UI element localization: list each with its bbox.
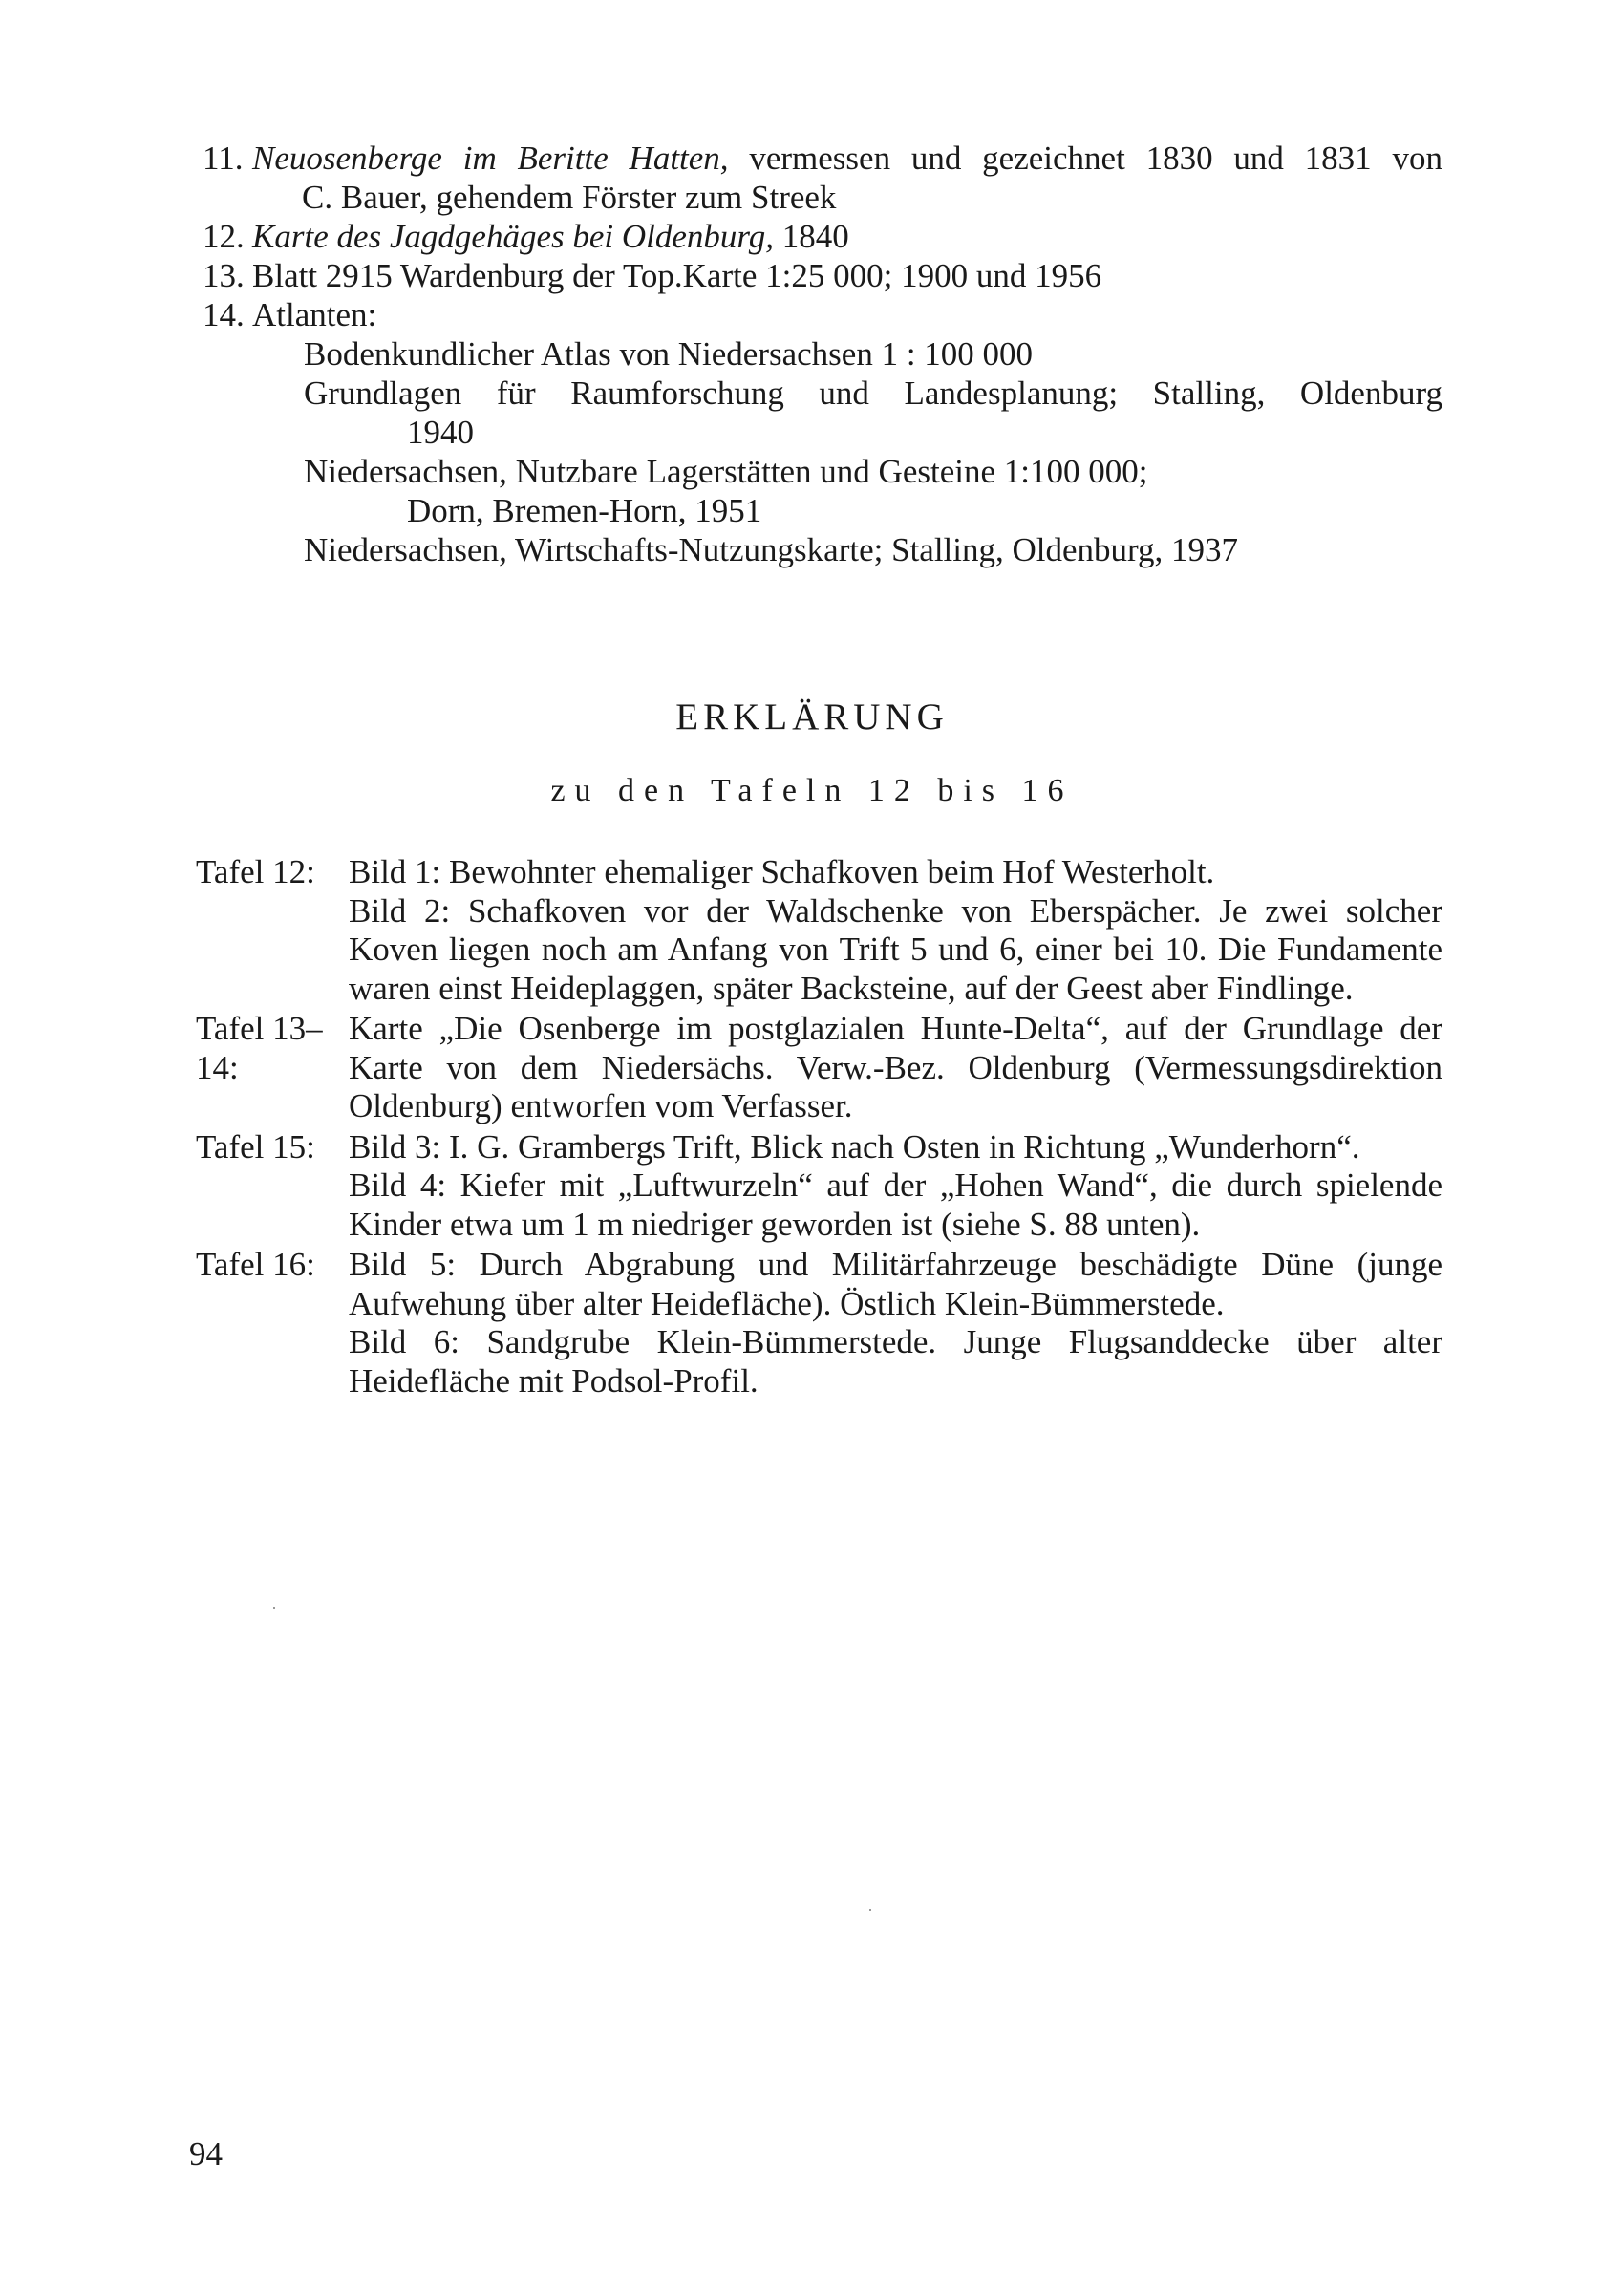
item-number: 14. bbox=[203, 296, 245, 333]
plate-entry bbox=[196, 1010, 1442, 1126]
section-subtitle: zu den Tafeln 12 bis 16 bbox=[550, 773, 1074, 808]
list-item bbox=[203, 217, 1442, 256]
plate-text: Bild 2: Schafkoven vor der Waldschenke von Eberspächer. Je zwei solcher Koven liegen noch am Anfang von Trift 5 und 6, einer bei 10. Die Fundamente waren einst Heideplaggen, später Backsteine, auf der Geest aber Findlinge. bbox=[349, 891, 1442, 1007]
list-item bbox=[203, 295, 1442, 334]
plate-entry bbox=[196, 1246, 1442, 1401]
atlas-entry: Niedersachsen, Nutzbare Lagerstätten und Gesteine 1:100 000; bbox=[304, 453, 1148, 490]
item-number: 11. bbox=[203, 139, 244, 177]
item-continuation: C. Bauer, gehendem Förster zum Streek bbox=[302, 179, 837, 216]
map-title: Karte des Jagdgehäges bei Oldenburg, bbox=[252, 218, 774, 255]
plate-text: Bild 1: Bewohnter ehemaliger Schafkoven beim Hof Westerholt. bbox=[349, 853, 1215, 890]
atlas-continuation: 1940 bbox=[407, 414, 474, 451]
atlas-continuation: Dorn, Bremen-Horn, 1951 bbox=[407, 492, 762, 529]
plate-text: Bild 5: Durch Abgrabung und Militärfahrzeuge beschädigte Düne (junge Aufwehung über alter Heidefläche). Östlich Klein-Bümmerstede. bbox=[349, 1246, 1442, 1322]
source-list bbox=[203, 139, 1442, 569]
scan-speck bbox=[273, 1607, 275, 1609]
item-number: 13. bbox=[203, 257, 245, 294]
atlas-entry: Bodenkundlicher Atlas von Niedersachsen 1 : 100 000 bbox=[304, 335, 1034, 373]
plate-label: Tafel 16: bbox=[196, 1246, 315, 1283]
list-item bbox=[203, 256, 1442, 295]
plate-text: Bild 6: Sandgrube Klein-Bümmerstede. Junge Flugsanddecke über alter Heidefläche mit Podsol-Profil. bbox=[349, 1323, 1442, 1400]
plate-text: Bild 4: Kiefer mit „Luftwurzeln“ auf der „Hohen Wand“, die durch spielende Kinder etwa um 1 m niedriger geworden ist (siehe S. 88 unten). bbox=[349, 1166, 1442, 1243]
plate-text: Karte „Die Osenberge im postglazialen Hunte-Delta“, auf der Grundlage der Karte von dem Niedersächs. Verw.-Bez. Oldenburg (Vermessungsdirektion Oldenburg) entworfen vom Verfasser. bbox=[349, 1010, 1442, 1124]
plate-label: Tafel 13–14: bbox=[196, 1010, 323, 1086]
item-text: 1840 bbox=[773, 218, 849, 255]
item-text: Blatt 2915 Wardenburg der Top.Karte 1:25 000; 1900 und 1956 bbox=[252, 257, 1102, 294]
atlas-entry: Niedersachsen, Wirtschafts-Nutzungskarte; Stalling, Oldenburg, 1937 bbox=[304, 531, 1239, 568]
item-text: vermessen und gezeichnet 1830 und 1831 von bbox=[728, 139, 1442, 177]
section-title: ERKLÄRUNG bbox=[675, 696, 949, 738]
scan-speck bbox=[869, 1909, 871, 1911]
plate-label: Tafel 15: bbox=[196, 1127, 315, 1166]
item-number: 12. bbox=[203, 218, 245, 255]
plate-text: Bild 3: I. G. Grambergs Trift, Blick nach Osten in Richtung „Wunderhorn“. bbox=[349, 1127, 1360, 1166]
plate-descriptions bbox=[196, 853, 1442, 1402]
atlas-entry: Grundlagen für Raumforschung und Landesplanung; Stalling, Oldenburg bbox=[304, 375, 1442, 412]
plate-entry bbox=[196, 853, 1442, 1008]
plate-entry bbox=[196, 1128, 1442, 1245]
page-number: 94 bbox=[189, 2135, 223, 2172]
list-item bbox=[203, 139, 1442, 178]
item-text: Atlanten: bbox=[252, 296, 377, 333]
map-title: Neuosenberge im Beritte Hatten, bbox=[252, 139, 729, 177]
plate-label: Tafel 12: bbox=[196, 853, 315, 890]
